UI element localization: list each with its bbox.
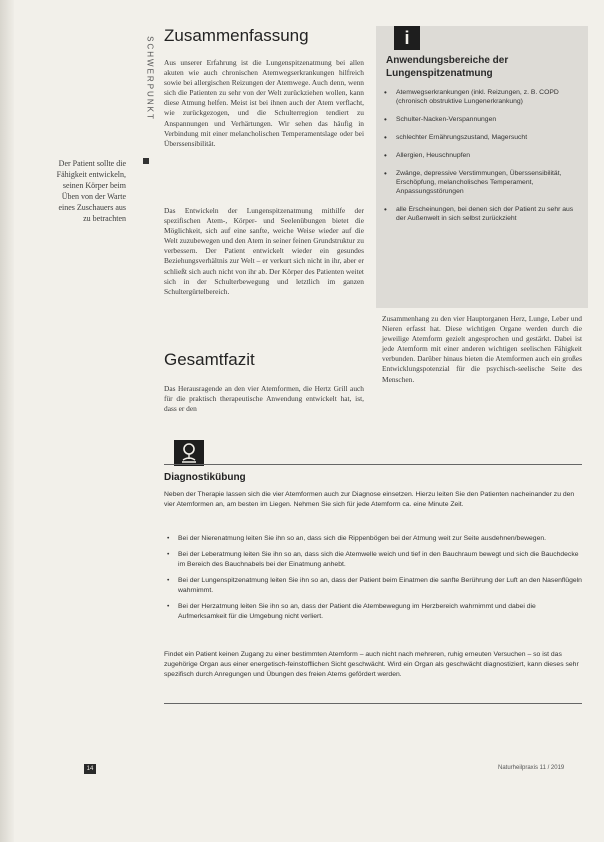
divider <box>164 703 582 704</box>
section-tab-label: SCHWERPUNKT <box>145 36 155 121</box>
diagnostik-outro: Findet ein Patient keinen Zugang zu einer bestimmten Atemform – auch nicht nach mehreren, ruhig erneuten Versuchen – so ist das zugehörige Organ aus einer energetisch-feinstofflichen Sicht geschwächt. Wird ein Organ als geschwächt diagnostiziert, kann dieses sehr spezifisch durch Anregungen und Übungen des freien Atems gefördert werden. <box>164 651 579 678</box>
list-item: • schlechter Ernährungszustand, Magersucht <box>382 133 578 142</box>
body-paragraph: Das Entwickeln der Lungenspitzenatmung mithilfe der spezifischen Atem-, Körper- und Seelenübungen bietet die Möglichkeit, sich auf eine sanfte, weiche Weise wieder auf die Welt zuzubewegen und den Atem in seiner feinen Grundstruktur zu verbessern. Der Patient entwickelt wieder ein gesundes Beziehungsverhältnis zur Welt – er verkurt sich nicht in ihr, aber er schließt sich auch nicht von ihr ab. Der Körper des Patienten weitet sich in der Schulterbewegung und letztlich im ganzen Schultergürtelbereich. <box>164 206 364 296</box>
list-item: • Allergien, Heuschnupfen <box>382 151 578 160</box>
diagnostik-list <box>164 534 582 628</box>
body-paragraph: Aus unserer Erfahrung ist die Lungenspitzenatmung bei allen akuten wie auch chronischen Atemwegserkrankungen hilfreich sowie bei allergischen Reizungen der Atemwege. Auch denn, wenn sich die Patienten zu sehr von der Welt zurückziehen wollen, kann diese Atmung helfen. Meist ist bei ihnen auch der Atem verflacht, wie zurückgezogen, und die Schulterregion tendiert zu Anspannungen und Verhärtungen. Wir sehen das häufig in Verbindung mit einer melancholischen Temperamentslage oder bei Überssensibilität. <box>164 58 364 148</box>
practice-icon <box>174 440 204 466</box>
list-item: • Zwänge, depressive Verstimmungen, Überssensibilität, Erschöpfung, melancholisches Temperament, Anpassungsstörungen <box>382 169 578 196</box>
list-item: • Bei der Herzatmung leiten Sie ihn so an, dass der Patient die Atembewegung im Herzbereich wahrnimmt und dabei die Aufmerksamkeit für die Umgebung nicht verliert. <box>164 602 582 622</box>
divider <box>164 464 582 465</box>
footer-issue: Naturheilpraxis 11 / 2019 <box>498 765 565 771</box>
heading-gesamtfazit: Gesamtfazit <box>164 350 255 369</box>
list-item: • Bei der Lungenspitzenatmung leiten Sie ihn so an, dass der Patient beim Einatmen die sanfte Berührung der Luft an den Nasenflügeln wahrnimmt. <box>164 576 582 596</box>
list-item: • Schulter-Nacken-Verspannungen <box>382 115 578 124</box>
page-number: 14 <box>84 764 96 774</box>
heading-zusammenfassung: Zusammenfassung <box>164 26 309 45</box>
sidenote-marker <box>143 158 149 164</box>
info-box-title: Anwendungsbereiche der Lungenspitzenatmung <box>386 55 509 79</box>
diagnostik-intro: Neben der Therapie lassen sich die vier Atemformen auch zur Diagnose einsetzen. Hierzu leiten Sie den Patienten nacheinander zu den vier Atemformen an, am besten im Liegen. Nehmen Sie sich für jede Atemform ca. eine Minute Zeit. <box>164 491 575 508</box>
body-paragraph: Das Herausragende an den vier Atemformen, die Hertz Grill auch für die praktisch therapeutische Anwendung entwickelt hat, ist, dass er den <box>164 384 364 414</box>
diagnostik-title: Diagnostikübung <box>164 472 246 483</box>
page-fold-shadow <box>0 0 14 842</box>
list-item: • Bei der Nierenatmung leiten Sie ihn so an, dass sich die Rippenbögen bei der Atmung weit zur Seite ausdehnen/bewegen. <box>164 534 582 544</box>
sidenote: Der Patient sollte die Fähigkeit entwickeln, seinen Körper beim Üben von der Warte eines Zuschauers aus zu betrachten <box>56 159 126 223</box>
section-tab <box>140 22 154 142</box>
info-icon: i <box>394 26 420 50</box>
list-item: • alle Erscheinungen, bei denen sich der Patient zu sehr aus der Außenwelt in sich selbst zurückzieht <box>382 205 578 223</box>
list-item: • Atemwegserkrankungen (inkl. Reizungen, z. B. COPD (chronisch obstruktive Lungenerkrankung) <box>382 88 578 106</box>
info-box-list <box>382 88 578 232</box>
list-item: • Bei der Leberatmung leiten Sie ihn so an, dass sich die Atemwelle weich und tief in den Bauchraum bewegt und sich die Bauchdecke im Bereich des Bauchnabels bei der Einatmung anhebt. <box>164 550 582 570</box>
body-paragraph: Zusammenhang zu den vier Hauptorganen Herz, Lunge, Leber und Nieren erfasst hat. Diese wichtigen Organe werden durch die jeweilige Atemform gezielt angesprochen und gestärkt. Dabei ist jede Atemform mit einer anderen wichtigen seelischen Fähigkeit verbunden. Darüber hinaus bieten die Atemformen auch ein großes Entwicklungspotenzial für die psychisch-seelische Seite des Menschen. <box>382 314 582 384</box>
